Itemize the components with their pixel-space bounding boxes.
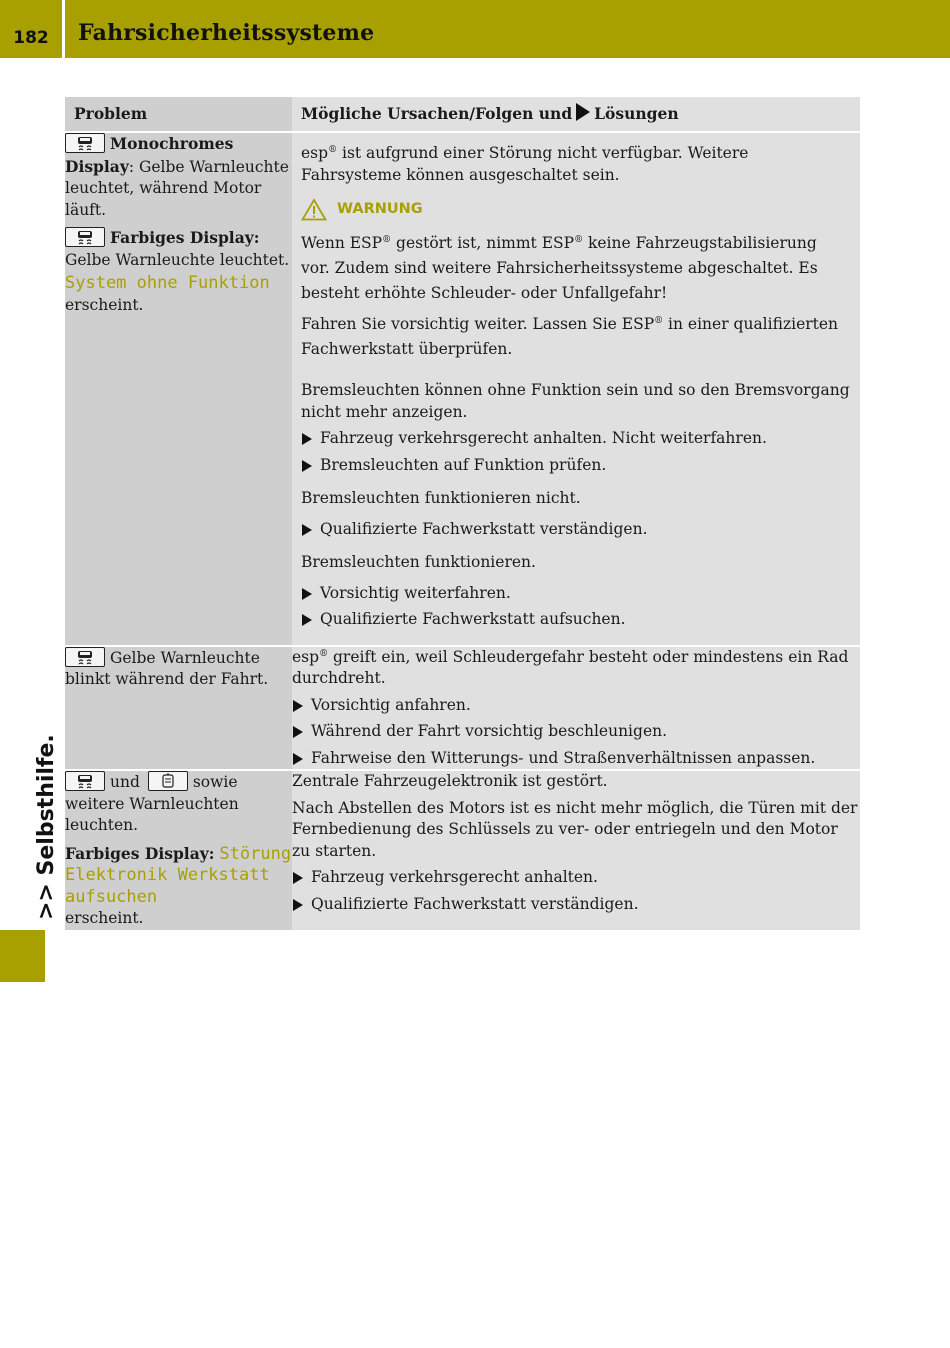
solutions-header-prefix: Mögliche Ursachen/Folgen und [301,104,573,123]
list-item: Fahrzeug verkehrsgerecht anhalten. [292,867,860,889]
registered-mark: ® [328,144,338,155]
warning-text-2a: Fahren Sie vorsichtig weiter. Lassen Sie ESP [301,315,655,333]
arrow-right-icon [576,103,590,121]
brake-not-working-text: Bremsleuchten funktionieren nicht. [301,489,581,507]
list-item: Fahrweise den Witterungs- und Straßenverhältnissen anpassen. [292,748,860,770]
warning-triangle-icon [301,198,327,221]
problem-cell [65,646,292,771]
column-header-problem: Problem [65,97,292,132]
problem-electronics-display [65,843,292,930]
problem-cell [65,770,292,931]
display-message-text: System ohne Funktion [65,273,270,293]
list-item: Bremsleuchten auf Funktion prüfen. [301,455,850,477]
troubleshooting-table [65,97,860,932]
table-header-row [65,97,860,132]
problem-monochrome-text: : Gelbe Warnleuchte leuchtet, während Motor läuft. [65,157,289,219]
list-item: Während der Fahrt vorsichtig beschleunigen. [292,721,860,743]
problem-color-display [65,227,292,271]
solution-cell [292,132,860,646]
table-row [65,132,860,646]
warning-text-1b: gestört ist, nimmt ESP [391,234,575,252]
page-header [0,0,950,58]
warning-text-1c: keine Fahrzeugstabilisierung vor. Zudem sind weitere Fahrsicherheitssysteme abgeschaltet. Es besteht erhöhte Schleuder- oder Unfallgefahr! [301,234,818,302]
list-item: Qualifizierte Fachwerkstatt verständigen. [301,519,850,541]
electronics-consequence-text: Nach Abstellen des Motors ist es nicht mehr möglich, die Türen mit der Fernbedienung des Schlüssels zu ver- oder entriegeln und den Motor zu starten. [292,798,858,860]
warning-title: WARNUNG [337,200,423,217]
esp-warning-lamp-icon [65,227,105,247]
problem-electronics-text: sowie weitere Warnleuchten leuchten. [65,773,239,834]
solution-cell [292,646,860,771]
problem-blinking-text: Gelbe Warnleuchte blinkt während der Fahrt. [65,648,269,688]
section-tab-marker [0,930,45,982]
problem-electronics [65,771,292,837]
brake-working-text: Bremsleuchten funktionieren. [301,553,536,571]
esp-unavailable-rest: ist aufgrund einer Störung nicht verfügbar. Weitere Fahrsysteme können ausgeschaltet sein. [301,144,749,184]
display-message-end: erscheint. [65,295,144,314]
problem-color-label: Farbiges Display: [110,228,260,247]
page-number: 182 [0,0,65,58]
brake-lights-text: Bremsleuchten können ohne Funktion sein und so den Bremsvorgang nicht mehr anzeigen. [301,381,850,421]
electronics-fault-text: Zentrale Fahrzeugelektronik ist gestört. [292,772,608,790]
esp-unavailable-text [301,143,850,186]
esp-intervenes-rest: greift ein, weil Schleudergefahr besteht oder mindestens ein Rad durchdreht. [292,647,849,687]
solutions-header-suffix: Lösungen [594,104,679,123]
esp-warning-lamp-icon [65,133,105,153]
esp-term: esp [301,144,329,162]
problem-cell [65,132,292,646]
esp-term: esp [292,647,320,666]
warning-text-1a: Wenn ESP [301,234,383,252]
problem-monochrome [65,133,292,221]
problem-monochrome-label: Monochromes Display [65,134,234,176]
solution-cell [292,770,860,931]
list-item: Qualifizierte Fachwerkstatt verständigen. [292,894,860,916]
warning-box [292,186,860,372]
list-item: Fahrzeug verkehrsgerecht anhalten. Nicht weiterfahren. [301,428,850,450]
page-title: Fahrsicherheitssysteme [78,20,375,46]
and-text: und [110,773,140,791]
vehicle-electronics-lamp-icon [148,771,188,791]
warning-text-2: Fahren Sie vorsichtig weiter. Lassen Sie ESP® in einer qualifizierten Fachwerkstatt überprüfen. [301,315,839,358]
esp-intervenes-text: esp® greift ein, weil Schleudergefahr besteht oder mindestens ein Rad durchdreht. [292,647,849,687]
esp-warning-lamp-icon [65,771,105,791]
column-header-solutions [292,97,860,132]
list-item: Vorsichtig weiterfahren. [301,583,850,605]
display-message-end: erscheint. [65,909,144,927]
table-row [65,770,860,931]
warning-heading [301,198,850,221]
display-message-text: Störung Elektronik Werkstatt aufsuchen [65,843,292,907]
warning-text-2b: in einer qualifizierten Fachwerkstatt überprüfen. [301,315,839,358]
display-message [65,273,292,316]
list-item: Vorsichtig anfahren. [292,695,860,717]
problem-blinking [65,647,292,691]
list-item: Qualifizierte Fachwerkstatt aufsuchen. [301,609,850,631]
problem-color-text: Gelbe Warnleuchte leuchtet. [65,250,290,269]
table-row [65,646,860,771]
esp-warning-lamp-icon [65,647,105,667]
warning-text-1: Wenn ESP® gestört ist, nimmt ESP® keine Fahrzeugstabilisierung vor. Zudem sind weitere Fahrsicherheitssysteme abgeschaltet. Es besteht erhöhte Schleuder- oder Unfallgefahr! [301,234,818,302]
problem-color-label: Farbiges Display: [65,843,215,863]
section-side-label: >> Selbsthilfe. [34,734,59,920]
